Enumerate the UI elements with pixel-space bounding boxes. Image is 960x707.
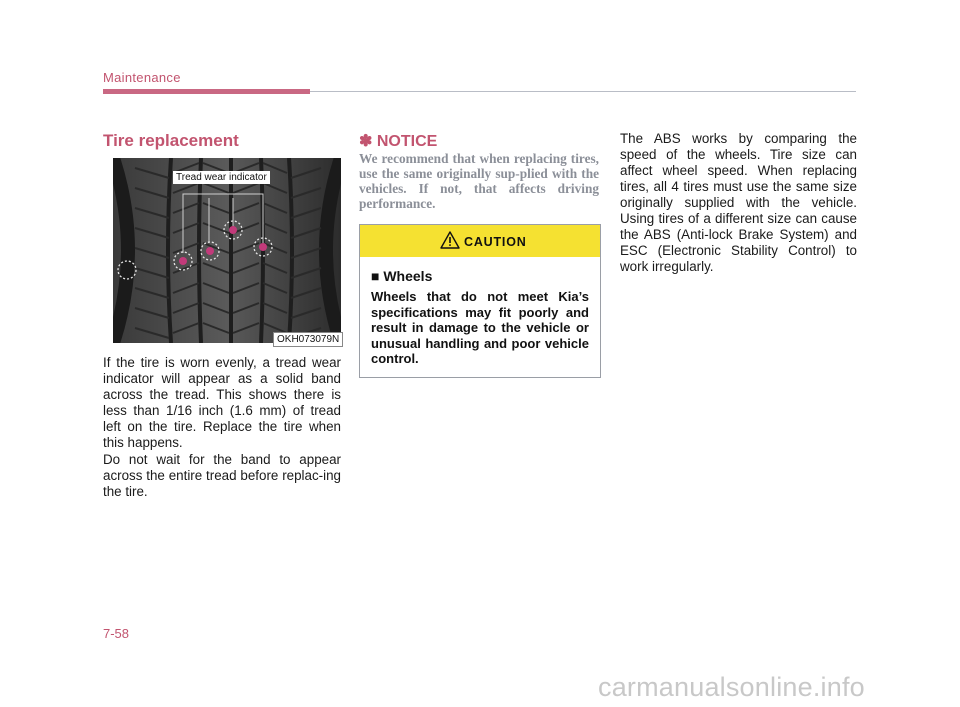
page-number: 7-58: [103, 626, 130, 641]
paragraph-replace-timing: Do not wait for the band to appear across the entire tread before replac-ing the tire.: [103, 452, 341, 499]
caution-body: Wheels that do not meet Kia’s specifications may fit poorly and result in damage to the vehicle or unusual handling and poor vehicle control.: [371, 289, 589, 366]
tire-tread-illustration: [113, 158, 341, 343]
figure-code: OKH073079N: [273, 332, 343, 347]
section-label: Maintenance: [103, 70, 181, 85]
paragraph-tread-indicator: If the tire is worn evenly, a tread wear indicator will appear as a solid band across the tread. This shows there is less than 1/16 inch (1.6 mm) of tread left on the tire. Replace the tire when this happens.: [103, 355, 341, 450]
section-title: Tire replacement: [103, 131, 239, 150]
caution-box: [359, 224, 601, 378]
paragraph-abs: The ABS works by comparing the speed of the wheels. Tire size can affect wheel speed. When replacing tires, all 4 tires must use the same size originally supplied with the vehicle. Using tires of a different size can cause the ABS (Anti-lock Brake System) and ESC (Electronic Stability Control) to work irregularly.: [620, 131, 857, 274]
tire-tread-image: [113, 158, 341, 343]
warning-triangle-icon: [440, 231, 460, 249]
header-rule: [310, 91, 856, 92]
notice-body: We recommend that when replacing tires, use the same originally sup-plied with the vehicles. If not, that affects driving performance.: [359, 151, 599, 211]
figure-label: Tread wear indicator: [173, 171, 270, 184]
header-rule-accent: [103, 89, 310, 94]
notice-title: ✽ NOTICE: [359, 133, 438, 150]
caution-heading: ■ Wheels: [371, 268, 433, 284]
caution-banner: [360, 225, 600, 257]
watermark: carmanualsonline.info: [598, 672, 865, 702]
caution-label: CAUTION: [464, 235, 527, 249]
